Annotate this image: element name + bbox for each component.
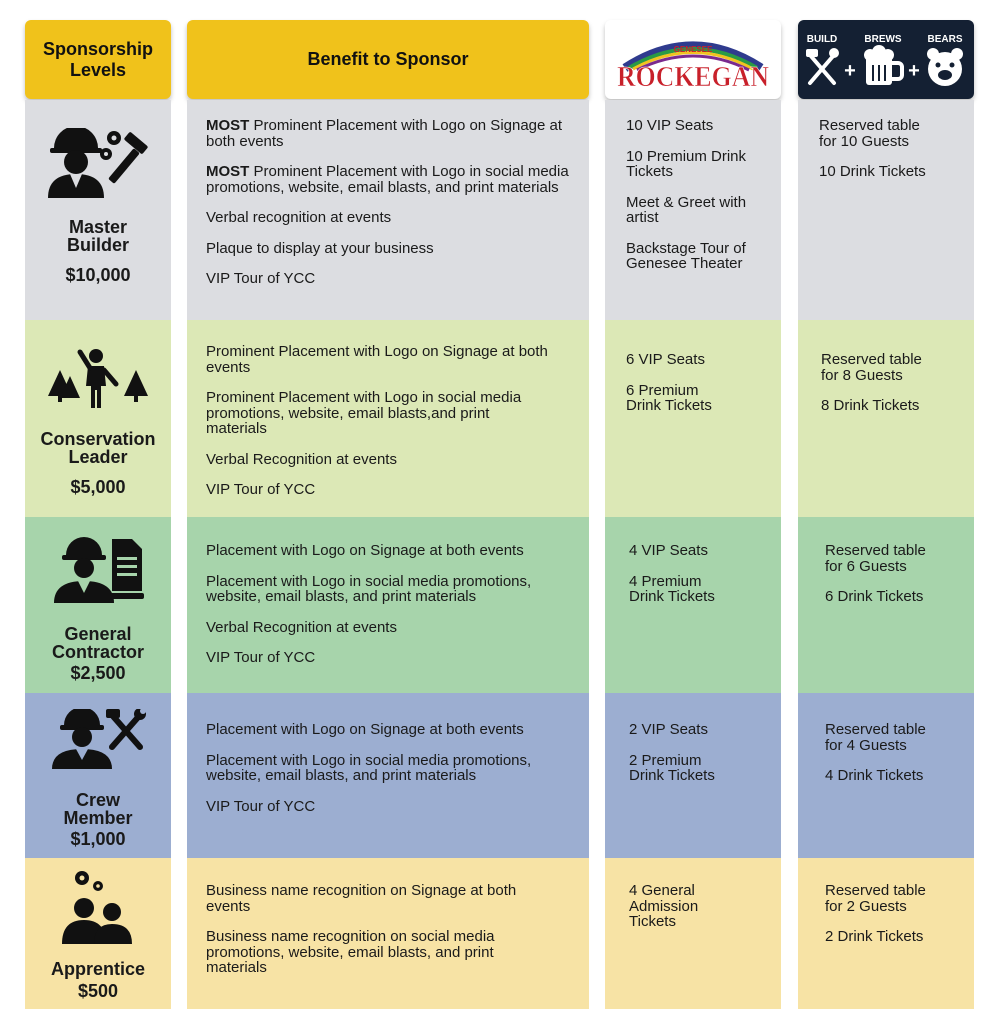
crossed-tools-icon	[810, 55, 834, 83]
tier-amount: $2,500	[70, 663, 126, 683]
tier-crew-member-level	[25, 693, 171, 858]
tier-apprentice-level	[25, 858, 171, 1009]
benefit-item: Placement with Logo on Signage at both events	[206, 721, 524, 738]
tier-name-line: General	[64, 624, 132, 644]
tier-amount: $500	[77, 981, 119, 1001]
rockegan-perk: 6 VIP Seats	[626, 351, 705, 368]
rockegan-perk: Meet & Greet with artist	[626, 193, 747, 226]
benefit-item: Business name recognition on Signage at both events	[206, 882, 517, 915]
rockegan-perk: 4 VIP Seats	[629, 542, 708, 559]
tier-general-contractor-rockegan	[605, 517, 781, 693]
header-benefit-label: Benefit to Sponsor	[307, 49, 469, 69]
tier-crew-member-benefits	[187, 693, 589, 858]
tier-amount: $5,000	[70, 477, 126, 497]
tier-master-builder-bbb	[798, 100, 974, 320]
rockegan-perk: 10 Premium Drink Tickets	[626, 147, 747, 180]
bbb-perk: 6 Drink Tickets	[825, 588, 924, 605]
bear-head-icon	[927, 48, 963, 86]
tier-name-line: Crew	[75, 790, 120, 810]
benefit-item: VIP Tour of YCC	[206, 649, 316, 666]
tier-apprentice-rockegan	[605, 858, 781, 1009]
rockegan-small-text: GENESEE	[673, 44, 713, 54]
tier-name-line: Master	[68, 217, 127, 237]
benefit-item: Placement with Logo in social media promotions, website, email blasts, and print materials	[206, 572, 532, 605]
tier-apprentice-benefits	[187, 858, 589, 1009]
tier-name-line: Builder	[66, 235, 129, 255]
rockegan-big-text: ROCKEGAN	[617, 60, 770, 92]
svg-text:+: +	[844, 59, 856, 82]
tier-master-builder-benefits	[187, 100, 589, 320]
benefit-item: Placement with Logo in social media promotions, website, email blasts, and print materials	[206, 751, 532, 784]
tier-conservation-leader-rockegan	[605, 320, 781, 517]
benefit-item: Business name recognition on social media promotions, website, email blasts, and print materials	[206, 928, 495, 976]
benefit-item: Prominent Placement with Logo on Signage at both events	[206, 343, 548, 376]
tier-conservation-leader-bbb	[798, 320, 974, 517]
tier-conservation-leader-benefits	[187, 320, 589, 517]
tier-amount: $10,000	[65, 265, 131, 285]
benefit-item: Prominent Placement with Logo in social media promotions, website, email blasts,and print materials	[206, 389, 522, 437]
tier-master-builder-level	[25, 100, 171, 320]
bbb-perk: 4 Drink Tickets	[825, 767, 924, 784]
benefit-item: Plaque to display at your business	[206, 239, 434, 257]
bbb-perk: Reserved table for 2 Guests	[825, 882, 926, 915]
person-trees-icon	[46, 348, 150, 408]
rockegan-perk: 2 Premium Drink Tickets	[629, 751, 715, 784]
rockegan-perk: 10 VIP Seats	[626, 117, 714, 134]
rockegan-logo-icon	[613, 28, 773, 92]
tier-name-line: Member	[63, 808, 133, 828]
rockegan-perk: 4 General Admission Tickets	[629, 882, 699, 930]
rockegan-perk: Backstage Tour of Genesee Theater	[626, 239, 746, 272]
people-gears-icon	[58, 868, 138, 944]
bbb-perk: Reserved table for 4 Guests	[825, 721, 926, 754]
tier-master-builder-rockegan	[605, 100, 781, 320]
tier-general-contractor-level	[25, 517, 171, 693]
worker-gears-hammer-icon	[46, 128, 150, 198]
tier-conservation-leader-level	[25, 320, 171, 517]
rockegan-perk: 2 VIP Seats	[629, 721, 708, 738]
benefit-item: Placement with Logo on Signage at both events	[206, 542, 524, 559]
svg-text:+: +	[908, 59, 920, 82]
benefit-item: Verbal Recognition at events	[206, 618, 397, 636]
benefit-item: Verbal Recognition at events	[206, 450, 397, 468]
tier-name-line: Apprentice	[50, 959, 146, 979]
header-rockegan-logo	[605, 20, 781, 99]
tier-crew-member-rockegan	[605, 693, 781, 858]
tier-amount: $1,000	[70, 829, 126, 849]
tier-general-contractor-bbb	[798, 517, 974, 693]
tier-name-line: Leader	[68, 447, 128, 467]
header-sponsorship-levels	[25, 20, 171, 99]
bbb-perk: Reserved table for 6 Guests	[825, 542, 926, 575]
tier-crew-member-bbb	[798, 693, 974, 858]
bbb-perk: 8 Drink Tickets	[821, 397, 920, 414]
tier-name-line: Conservation	[40, 429, 156, 449]
worker-tools-icon	[50, 709, 146, 769]
worker-document-icon	[50, 537, 146, 603]
tier-name-line: Contractor	[51, 642, 144, 662]
benefit-item: VIP Tour of YCC	[206, 270, 316, 287]
beer-mug-icon	[864, 45, 902, 85]
build-word: BUILD	[806, 33, 838, 45]
tier-apprentice-bbb	[798, 858, 974, 1009]
benefit-item: MOST Prominent Placement with Logo in social media promotions, website, email blasts, and print materials	[206, 163, 569, 196]
rockegan-perk: 4 Premium Drink Tickets	[629, 572, 715, 605]
header-benefit-to-sponsor	[187, 20, 589, 99]
build-brews-bears-logo-icon	[802, 27, 970, 93]
benefit-item: MOST Prominent Placement with Logo on Signage at both events	[206, 117, 563, 150]
benefit-item: Verbal recognition at events	[206, 209, 392, 226]
header-build-brews-bears-logo	[798, 20, 974, 99]
bbb-perk: Reserved table for 10 Guests	[819, 117, 920, 150]
benefit-item: VIP Tour of YCC	[206, 797, 316, 815]
bbb-perk: Reserved table for 8 Guests	[821, 351, 922, 384]
bears-word: BEARS	[927, 33, 963, 45]
tier-general-contractor-benefits	[187, 517, 589, 693]
benefit-item: VIP Tour of YCC	[206, 481, 316, 498]
brews-word: BREWS	[864, 33, 902, 45]
rockegan-perk: 6 Premium Drink Tickets	[626, 381, 712, 414]
bbb-perk: 2 Drink Tickets	[825, 928, 924, 945]
bbb-perk: 10 Drink Tickets	[819, 163, 926, 180]
header-levels-label: Sponsorship Levels	[43, 38, 154, 80]
